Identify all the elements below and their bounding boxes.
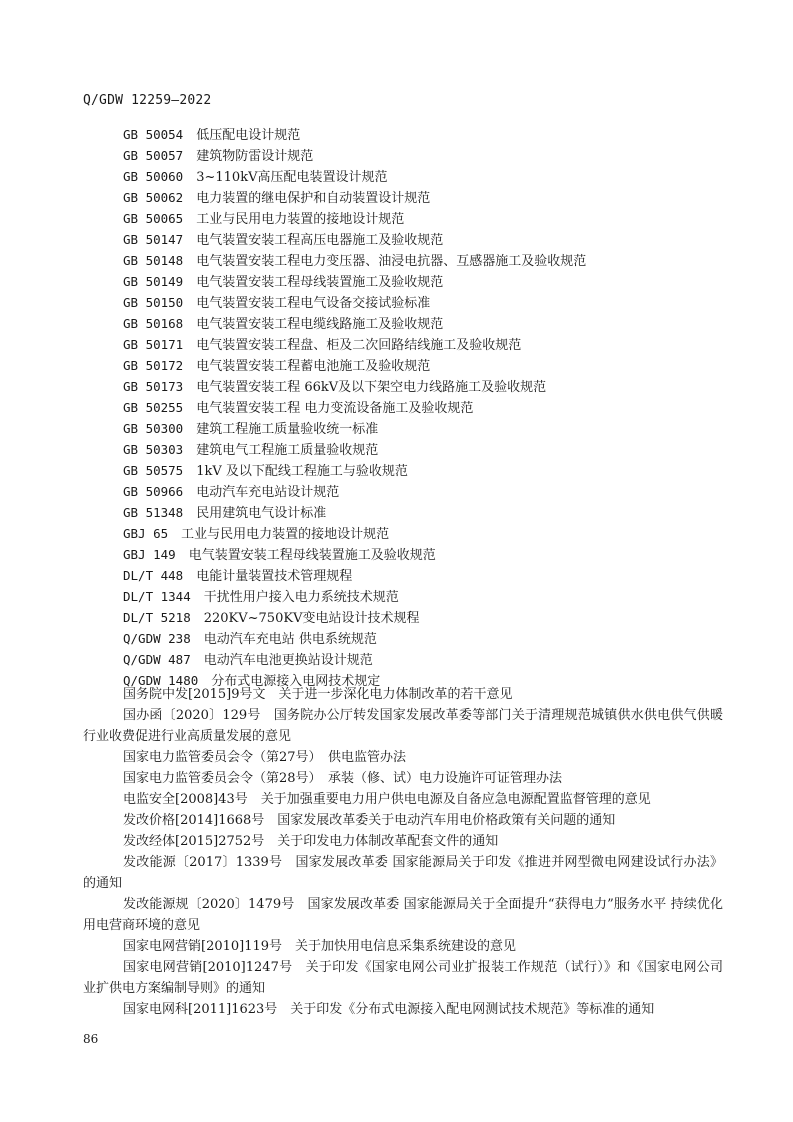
policy-document-item: 国务院中发[2015]9号文 关于进一步深化电力体制改革的若干意见 bbox=[123, 687, 513, 702]
reference-title: 电气装置安装工程母线装置施工及验收规范 bbox=[196, 275, 444, 290]
reference-code: GB 50060 bbox=[123, 169, 184, 184]
reference-title: 电能计量装置技术管理规程 bbox=[196, 569, 353, 584]
reference-code: GB 51348 bbox=[123, 505, 184, 520]
policy-document-item: 发改价格[2014]1668号 国家发展改革委关于电动汽车用电价格政策有关问题的通知 bbox=[123, 813, 616, 828]
reference-code: GB 50150 bbox=[123, 295, 184, 310]
reference-code: Q/GDW 1480 bbox=[123, 673, 199, 688]
policy-document-item: 国家电力监管委员会令（第27号） 供电监管办法 bbox=[123, 750, 407, 765]
reference-code: GB 50054 bbox=[123, 127, 184, 142]
reference-item bbox=[123, 439, 723, 460]
reference-code: GB 50062 bbox=[123, 190, 184, 205]
policy-document-item: 电监安全[2008]43号 关于加强重要电力用户供电电源及自备应急电源配置监督管理的意见 bbox=[123, 792, 651, 807]
reference-title: 电气装置安装工程电缆线路施工及验收规范 bbox=[196, 317, 444, 332]
reference-code: GB 50171 bbox=[123, 337, 184, 352]
reference-item bbox=[123, 397, 723, 418]
reference-code: DL/T 448 bbox=[123, 568, 184, 583]
reference-title: 电气装置安装工程蓄电池施工及验收规范 bbox=[196, 359, 431, 374]
reference-code: Q/GDW 238 bbox=[123, 631, 191, 646]
reference-code: GB 50255 bbox=[123, 400, 184, 415]
reference-title: 电动汽车充电站设计规范 bbox=[196, 485, 340, 500]
reference-code: DL/T 1344 bbox=[123, 589, 191, 604]
reference-title: 电气装置安装工程电气设备交接试验标准 bbox=[196, 296, 431, 311]
policy-document-item: 国家电力监管委员会令（第28号） 承装（修、试）电力设施许可证管理办法 bbox=[123, 771, 563, 786]
reference-code: GB 50065 bbox=[123, 211, 184, 226]
reference-code: GB 50575 bbox=[123, 463, 184, 478]
policy-document-item: 发改能源规〔2020〕1479号 国家发展改革委 国家能源局关于全面提升“获得电力”服务水平 持续优化用电营商环境的意见 bbox=[83, 897, 723, 933]
reference-code: GB 50172 bbox=[123, 358, 184, 373]
reference-item bbox=[123, 250, 723, 271]
reference-item bbox=[123, 544, 723, 565]
reference-title: 1kV 及以下配线工程施工与验收规范 bbox=[196, 464, 408, 479]
reference-item bbox=[123, 523, 723, 544]
document-code-header: Q/GDW 12259—2022 bbox=[83, 93, 212, 108]
reference-item bbox=[123, 124, 723, 145]
reference-title: 电动汽车电池更换站设计规范 bbox=[203, 653, 373, 668]
reference-item bbox=[123, 313, 723, 334]
reference-code: GBJ 149 bbox=[123, 547, 176, 562]
reference-item bbox=[123, 586, 723, 607]
reference-item bbox=[123, 418, 723, 439]
reference-title: 电力装置的继电保护和自动装置设计规范 bbox=[196, 191, 431, 206]
reference-item bbox=[123, 502, 723, 523]
reference-code: GB 50057 bbox=[123, 148, 184, 163]
reference-code: GB 50303 bbox=[123, 442, 184, 457]
reference-item bbox=[123, 145, 723, 166]
reference-title: 电气装置安装工程 电力变流设备施工及验收规范 bbox=[196, 401, 474, 416]
reference-code: GB 50148 bbox=[123, 253, 184, 268]
reference-title: 电气装置安装工程电力变压器、油浸电抗器、互感器施工及验收规范 bbox=[196, 254, 587, 269]
reference-title: 电气装置安装工程高压电器施工及验收规范 bbox=[196, 233, 444, 248]
reference-title: 干扰性用户接入电力系统技术规范 bbox=[203, 590, 399, 605]
reference-title: 低压配电设计规范 bbox=[196, 128, 301, 143]
reference-title: 220KV~750KV变电站设计技术规程 bbox=[203, 611, 420, 626]
reference-title: 电气装置安装工程 66kV及以下架空电力线路施工及验收规范 bbox=[196, 380, 547, 395]
reference-code: GB 50149 bbox=[123, 274, 184, 289]
reference-title: 分布式电源接入电网技术规定 bbox=[211, 674, 381, 689]
reference-item bbox=[123, 607, 723, 628]
policy-document-item: 国家电网营销[2010]1247号 关于印发《国家电网公司业扩报装工作规范（试行）》和《国家电网公司业扩供电方案编制导则》的通知 bbox=[83, 960, 723, 996]
reference-title: 工业与民用电力装置的接地设计规范 bbox=[196, 212, 405, 227]
reference-item bbox=[123, 481, 723, 502]
reference-code: GB 50168 bbox=[123, 316, 184, 331]
reference-item bbox=[123, 271, 723, 292]
reference-item bbox=[123, 355, 723, 376]
reference-title: 电气装置安装工程母线装置施工及验收规范 bbox=[188, 548, 436, 563]
policy-document-item: 国办函〔2020〕129号 国务院办公厅转发国家发展改革委等部门关于清理规范城镇供水供电供气供暖行业收费促进行业高质量发展的意见 bbox=[83, 708, 723, 744]
reference-item bbox=[123, 649, 723, 670]
reference-title: 电气装置安装工程盘、柜及二次回路结线施工及验收规范 bbox=[196, 338, 522, 353]
reference-code: GB 50966 bbox=[123, 484, 184, 499]
reference-item bbox=[123, 208, 723, 229]
reference-code: Q/GDW 487 bbox=[123, 652, 191, 667]
reference-item bbox=[123, 229, 723, 250]
reference-title: 工业与民用电力装置的接地设计规范 bbox=[181, 527, 390, 542]
policy-document-item: 发改经体[2015]2752号 关于印发电力体制改革配套文件的通知 bbox=[123, 834, 499, 849]
reference-item bbox=[123, 628, 723, 649]
reference-item bbox=[123, 565, 723, 586]
reference-item bbox=[123, 460, 723, 481]
reference-item bbox=[123, 166, 723, 187]
policy-document-item: 国家电网营销[2010]119号 关于加快用电信息采集系统建设的意见 bbox=[123, 939, 517, 954]
policy-document-item: 发改能源〔2017〕1339号 国家发展改革委 国家能源局关于印发《推进并网型微电网建设试行办法》的通知 bbox=[83, 855, 723, 891]
reference-item bbox=[123, 376, 723, 397]
policy-document-list bbox=[83, 684, 723, 1020]
reference-code: GB 50147 bbox=[123, 232, 184, 247]
reference-title: 建筑物防雷设计规范 bbox=[196, 149, 314, 164]
reference-title: 建筑电气工程施工质量验收规范 bbox=[196, 443, 379, 458]
reference-code: GB 50173 bbox=[123, 379, 184, 394]
policy-document-item: 国家电网科[2011]1623号 关于印发《分布式电源接入配电网测试技术规范》等标准的通知 bbox=[123, 1002, 655, 1017]
reference-code: DL/T 5218 bbox=[123, 610, 191, 625]
reference-code: GBJ 65 bbox=[123, 526, 169, 541]
reference-item bbox=[123, 292, 723, 313]
reference-title: 3~110kV高压配电装置设计规范 bbox=[196, 170, 388, 185]
reference-item bbox=[123, 187, 723, 208]
reference-title: 民用建筑电气设计标准 bbox=[196, 506, 327, 521]
standard-reference-list bbox=[123, 124, 723, 691]
reference-item bbox=[123, 334, 723, 355]
reference-title: 建筑工程施工质量验收统一标准 bbox=[196, 422, 379, 437]
reference-code: GB 50300 bbox=[123, 421, 184, 436]
page-number: 86 bbox=[83, 1032, 99, 1046]
reference-title: 电动汽车充电站 供电系统规范 bbox=[203, 632, 377, 647]
